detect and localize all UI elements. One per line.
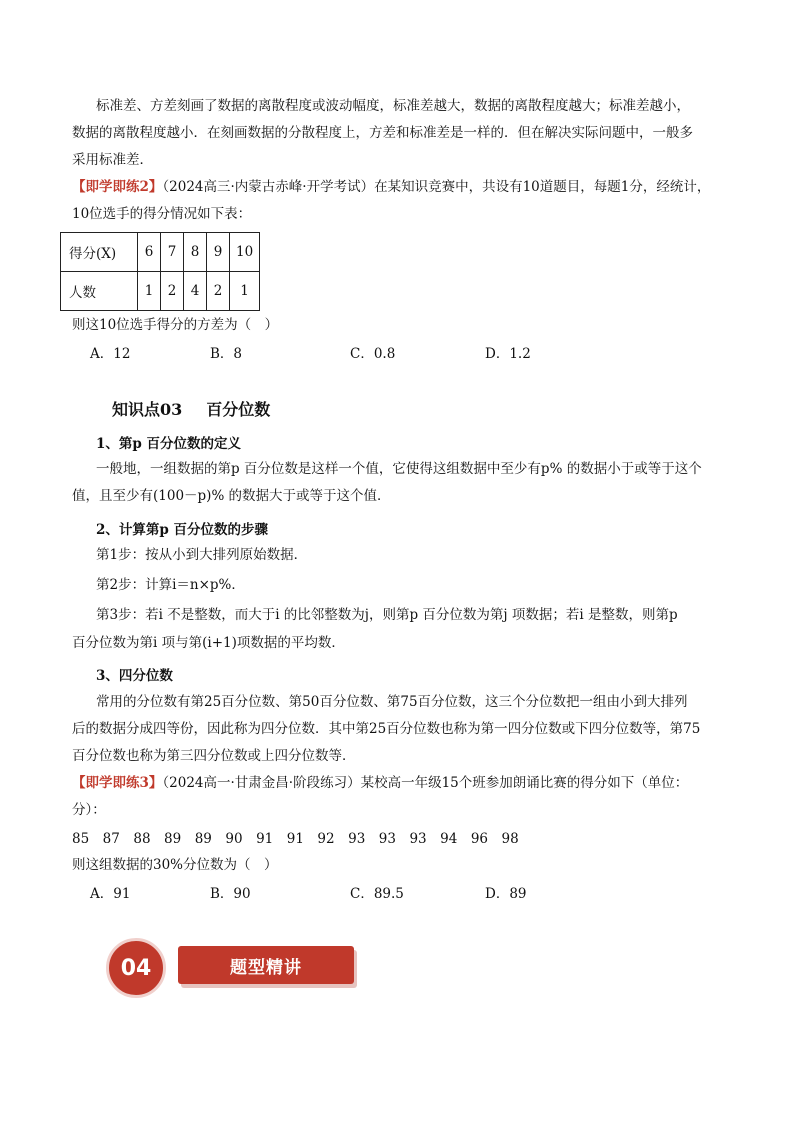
exercise2-line-2: 10位选手的得分情况如下表： [72, 206, 252, 222]
badge-number: 04 [106, 938, 166, 998]
badge-label: 题型精讲 [178, 946, 354, 984]
intro-line-2: 数据的离散程度越小．在刻画数据的分散程度上，方差和标准差是一样的．但在解决实际问题中，一般多 [72, 125, 693, 141]
exercise2-text: （2024高三·内蒙古赤峰·开学考试）在某知识竞赛中，共设有10道题目，每题1分，经统计， [162, 179, 711, 195]
option-d: D．1.2 [485, 346, 531, 362]
option-c: C．89.5 [350, 886, 404, 902]
table-header-count: 人数 [61, 272, 138, 311]
table-row [61, 233, 260, 272]
score-table [60, 232, 260, 311]
option-a: A．12 [90, 346, 131, 362]
option-d: D．89 [485, 886, 527, 902]
exercise3-line-1 [72, 773, 732, 793]
steps-heading: 2、计算第p 百分位数的步骤 [96, 522, 269, 538]
option-b: B．8 [210, 346, 243, 362]
step-3-line-2: 百分位数为第i 项与第(i+1)项数据的平均数． [72, 635, 345, 651]
table-cell: 9 [207, 233, 230, 272]
table-cell: 2 [161, 272, 184, 311]
quartile-line-2: 后的数据分成四等份，因此称为四分位数．其中第25百分位数也称为第一四分位数或下四分位数等，第75 [72, 721, 701, 737]
intro-line-3: 采用标准差． [72, 152, 153, 168]
step-2: 第2步：计算i＝n×p%． [96, 577, 245, 593]
exercise3-text: （2024高一·甘肃金昌·阶段练习）某校高一年级15个班参加朗诵比赛的得分如下（单位： [162, 775, 689, 791]
step-3-line-1: 第3步：若i 不是整数，而大于i 的比邻整数为j，则第p 百分位数为第j 项数据；若i 是整数，则第p [96, 607, 678, 623]
quartile-line-1: 常用的分位数有第25百分位数、第50百分位数、第75百分位数，这三个分位数把一组由小到大排列 [96, 694, 688, 710]
exercise3-tag: 【即学即练3】 [72, 775, 163, 791]
quartile-line-3: 百分位数也称为第三四分位数或上四分位数等． [72, 748, 356, 764]
exercise2-tag: 【即学即练2】 [72, 179, 163, 195]
definition-line-1: 一般地，一组数据的第p 百分位数是这样一个值，它使得这组数据中至少有p% 的数据小于或等于这个 [96, 461, 702, 477]
exercise3-question: 则这组数据的30%分位数为（ ） [72, 857, 278, 873]
section-heading [112, 397, 294, 420]
table-cell: 8 [184, 233, 207, 272]
option-b: B．90 [210, 886, 251, 902]
step-1: 第1步：按从小到大排列原始数据． [96, 547, 308, 563]
table-cell: 1 [230, 272, 260, 311]
exercise2-line-1 [72, 177, 732, 197]
section-badge [106, 938, 358, 1000]
definition-line-2: 值，且至少有(100－p)% 的数据大于或等于这个值． [72, 488, 391, 504]
table-cell: 6 [138, 233, 161, 272]
option-a: A．91 [90, 886, 131, 902]
table-header-score: 得分(X) [61, 233, 138, 272]
table-row [61, 272, 260, 311]
table-cell: 4 [184, 272, 207, 311]
table-cell: 7 [161, 233, 184, 272]
section-number: 知识点03 [112, 400, 183, 419]
exercise3-line-2: 分）： [72, 802, 106, 818]
option-c: C．0.8 [350, 346, 396, 362]
section-title: 百分位数 [206, 400, 271, 419]
score-list: 85 87 88 89 89 90 91 91 92 93 93 93 94 96 98 [72, 831, 519, 847]
intro-line-1: 标准差、方差刻画了数据的离散程度或波动幅度，标准差越大，数据的离散程度越大；标准差越小， [96, 98, 690, 114]
definition-heading: 1、第p 百分位数的定义 [96, 436, 242, 452]
table-cell: 1 [138, 272, 161, 311]
table-cell: 10 [230, 233, 260, 272]
table-cell: 2 [207, 272, 230, 311]
quartile-heading: 3、四分位数 [96, 668, 173, 684]
exercise2-question: 则这10位选手得分的方差为（ ） [72, 317, 279, 333]
